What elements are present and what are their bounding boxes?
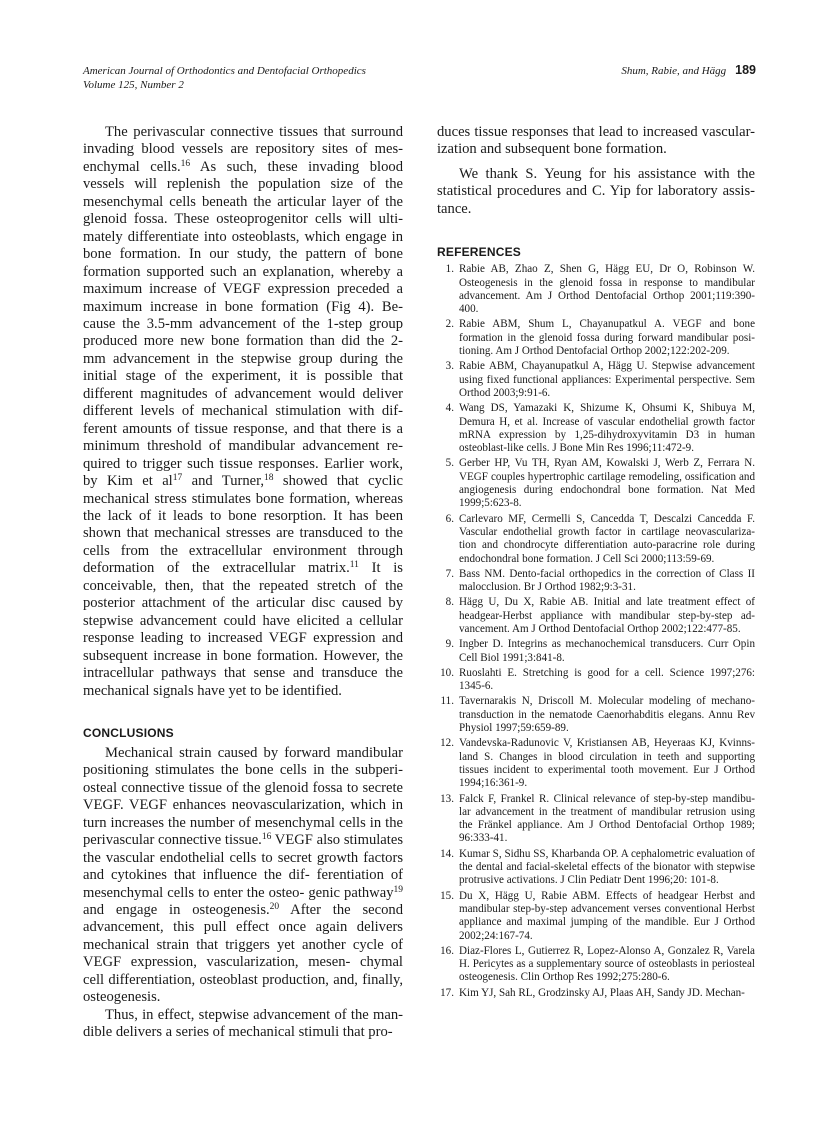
reference-item xyxy=(437,987,755,1000)
conclusions-paragraph-2: Thus, in effect, stepwise advancement of the man- dible delivers a series of mechanical stimuli that pro- xyxy=(83,1006,403,1041)
reference-number: 15. xyxy=(440,889,454,902)
reference-item xyxy=(437,638,755,665)
reference-text: Gerber HP, Vu TH, Ryan AM, Kowalski J, Werb Z, Ferrara N. VEGF couples hypertrophic cartilage remodeling, ossification and angiogenesis during endochondral bone formation. Nat Med 1999;5:623-8. xyxy=(459,457,755,510)
references-heading: REFERENCES xyxy=(437,245,522,260)
reference-text: Du X, Hägg U, Rabie ABM. Effects of headgear Herbst and mandibular step-by-step advancement verses conventional Herbst appliance and maximal jumping of the mandible. Eur J Orthod 2002;24:167-74. xyxy=(459,889,755,942)
reference-number: 8. xyxy=(445,596,454,609)
reference-text: Rabie AB, Zhao Z, Shen G, Hägg EU, Dr O, Robinson W. Osteogenesis in the glenoid fossa in response to mandibular advancement. Am J Orthod Dentofacial Orthop 2001;119:390- 400. xyxy=(459,263,755,316)
reference-item xyxy=(437,568,755,595)
text-run: After the second advancement, this pull effect once again delivers mechanical strain that triggers yet another cycle of VEGF expression, vascularization, mesen- chymal cell differentiation, osteoblast production, and, finally, osteogenesis. xyxy=(83,902,403,1006)
reference-number: 7. xyxy=(445,567,454,580)
reference-text: Tavernarakis N, Driscoll M. Molecular modeling of mechano- transduction in the nematode Caenorhabditis elegans. Annu Rev Physiol 1997;59:659-89. xyxy=(459,695,755,735)
text-run: As such, these invading blood vessels will replenish the population size of the mesenchymal cells beneath the articular layer of the glenoid fossa. These osteoprogenitor cells will ulti- mately differentiate into osteoblasts, which engage in bone formation. In our study, the pattern of bone formation supported such an explanation, whereby a maximum increase of VEGF expression preceded a maximum increase in bone formation (Fig 4). Be- cause the 3.5-mm advancement of the 1-step group produced more new bone formation than did the 2-mm advancement in the stepwise group during the initial stage of the experiment, it is possible that different magnitudes of advancement would deliver different levels of mechanical stimulation with dif- ferent amounts of tissue response, and that there is a minimum threshold of mandibular advancement re- quired to trigger such tissue responses. Earlier work, by Kim et al xyxy=(83,158,403,490)
reference-text: Kumar S, Sidhu SS, Kharbanda OP. A cephalometric evaluation of the dental and facial-skeletal effects of the bionator with stepwise protrusive activations. J Clin Pediatr Dent 1996;20: 101-8. xyxy=(459,847,755,887)
reference-number: 16. xyxy=(440,944,454,957)
text-run: showed that cyclic mechanical stress stimulates bone formation, whereas the lack of it leads to bone resorption. It has been shown that mechanical stresses are transduced to the cells from the extracellular environment through deformation of the extracellular matrix. xyxy=(83,473,403,577)
reference-number: 12. xyxy=(440,737,454,750)
reference-item xyxy=(437,945,755,985)
reference-list xyxy=(437,263,755,1000)
reference-item xyxy=(437,793,755,846)
citation-superscript: 11 xyxy=(349,560,359,571)
reference-number: 6. xyxy=(445,512,454,525)
running-header-right xyxy=(621,63,756,78)
text-run: VEGF also stimulates the vascular endothelial cells to secret growth factors and cytokines that influence the dif- ferentiation of mesenchymal cells to enter the osteo- genic pathway xyxy=(83,832,403,901)
citation-superscript: 16 xyxy=(180,158,191,169)
citation-superscript: 20 xyxy=(269,902,280,913)
reference-text: Carlevaro MF, Cermelli S, Cancedda T, Descalzi Cancedda F. Vascular endothelial growth factor in cartilage neovasculariza- tion and chondrocyte differentiation auto-paracrine role during endochondral bone formation. J Cell Sci 2000;113:59-69. xyxy=(459,512,755,565)
reference-item xyxy=(437,890,755,943)
running-authors: Shum, Rabie, and Hägg xyxy=(621,65,727,77)
reference-text: Bass NM. Dento-facial orthopedics in the correction of Class II malocclusion. Br J Orthod 1982;9:3-31. xyxy=(459,567,755,594)
reference-item xyxy=(437,513,755,566)
citation-superscript: 18 xyxy=(264,473,274,484)
reference-text: Falck F, Frankel R. Clinical relevance of step-by-step mandibu- lar advancement in the treatment of mandibular retrusion using the Fränkel appliance. Am J Orthod Dentofacial Orthop 1989; 96:333-41. xyxy=(459,792,755,845)
reference-number: 5. xyxy=(445,457,454,470)
reference-item xyxy=(437,360,755,400)
reference-number: 11. xyxy=(440,695,454,708)
reference-item xyxy=(437,596,755,636)
reference-item xyxy=(437,457,755,510)
reference-number: 2. xyxy=(445,318,454,331)
reference-number: 3. xyxy=(445,360,454,373)
text-run: The perivascular connective tissues that surround invading blood vessels are repository sites of mes- enchymal cells. xyxy=(83,124,403,175)
reference-item xyxy=(437,695,755,735)
reference-number: 17. xyxy=(440,986,454,999)
text-run: and Turner, xyxy=(182,473,265,490)
conclusions-heading: CONCLUSIONS xyxy=(83,725,174,740)
citation-superscript: 16 xyxy=(261,832,272,843)
citation-superscript: 17 xyxy=(172,473,183,484)
text-run: and engage in osteogenesis. xyxy=(83,902,270,919)
journal-title: American Journal of Orthodontics and Dentofacial Orthopedics xyxy=(83,65,366,77)
reference-number: 4. xyxy=(445,402,454,415)
reference-item xyxy=(437,318,755,358)
reference-number: 1. xyxy=(445,263,454,276)
reference-text: Ingber D. Integrins as mechanochemical transducers. Curr Opin Cell Biol 1991;3:841-8. xyxy=(459,638,755,664)
reference-item xyxy=(437,402,755,455)
reference-text: Rabie ABM, Chayanupatkul A, Hägg U. Stepwise advancement using fixed functional appliances: Experimental perspective. Sem Orthod 2003;9:91-6. xyxy=(459,360,755,399)
conclusions-paragraph xyxy=(83,745,403,1007)
reference-text: Hägg U, Du X, Rabie AB. Initial and late treatment effect of headgear-Herbst appliance with mandibular step-by-step ad- vancement. Am J Orthod Dentofacial Orthop 2002;122:477-85. xyxy=(459,596,755,635)
text-run: Mechanical strain caused by forward mandibular positioning stimulates the bone cells in the subperi- osteal connective tissue of the glenoid fossa to secrete VEGF. VEGF enhances neovascularization, which in turn increases the number of mesenchymal cells in the perivascular connective tissue. xyxy=(83,744,403,849)
reference-item xyxy=(437,848,755,888)
reference-number: 14. xyxy=(440,847,454,860)
reference-text: Rabie ABM, Shum L, Chayanupatkul A. VEGF and bone formation in the glenoid fossa during forward mandibular posi- tioning. Am J Orthod Dentofacial Orthop 2002;122:202-209. xyxy=(459,318,755,358)
left-column xyxy=(83,124,403,1042)
right-column xyxy=(437,124,755,1002)
reference-number: 10. xyxy=(440,666,454,679)
running-header-left xyxy=(83,64,366,92)
reference-item xyxy=(437,263,755,316)
reference-text: Vandevska-Radunovic V, Kristiansen AB, Heyeraas KJ, Kvinns- land S. Changes in blood circulation in teeth and supporting tissues incident to experimental tooth movement. Eur J Orthod 1994;16:361-9. xyxy=(459,737,755,790)
reference-text: Wang DS, Yamazaki K, Shizume K, Ohsumi K, Shibuya M, Demura H, et al. Increase of vascular endothelial growth factor mRNA expression by 1,25-dihydroxyvitamin D3 in human osteoblast-like cells. J Bone Min Res 1996;11:472-9. xyxy=(459,402,755,455)
journal-volume: Volume 125, Number 2 xyxy=(83,79,184,91)
reference-item xyxy=(437,667,755,694)
reference-number: 13. xyxy=(440,792,454,805)
citation-superscript: 19 xyxy=(393,884,403,895)
reference-item xyxy=(437,737,755,790)
page-number: 189 xyxy=(735,63,756,77)
reference-text: Ruoslahti E. Stretching is good for a cell. Science 1997;276: 1345-6. xyxy=(459,666,755,693)
reference-text: Kim YJ, Sah RL, Grodzinsky AJ, Plaas AH, Sandy JD. Mechan- xyxy=(459,986,745,999)
reference-text: Diaz-Flores L, Gutierrez R, Lopez-Alonso A, Gonzalez R, Varela H. Pericytes as a supplementary source of osteoblasts in periosteal osteogenesis. Clin Orthop Res 1992;275:280-6. xyxy=(459,944,755,984)
continued-paragraph: duces tissue responses that lead to increased vascular- ization and subsequent bone formation. xyxy=(437,124,755,158)
reference-number: 9. xyxy=(445,638,454,651)
discussion-paragraph xyxy=(83,124,403,700)
text-run: It is conceivable, then, that the repeated stretch of the posterior attachment of the articular disc caused by stepwise advancement could have elicited a cellular response leading to increased VEGF expression and subsequent increase in bone formation. However, the intracellular pathways that sense and transduce the mechanical signals have yet to be identified. xyxy=(83,560,403,699)
acknowledgment-paragraph: We thank S. Yeung for his assistance with the statistical procedures and C. Yip for laboratory assis- tance. xyxy=(437,165,755,217)
